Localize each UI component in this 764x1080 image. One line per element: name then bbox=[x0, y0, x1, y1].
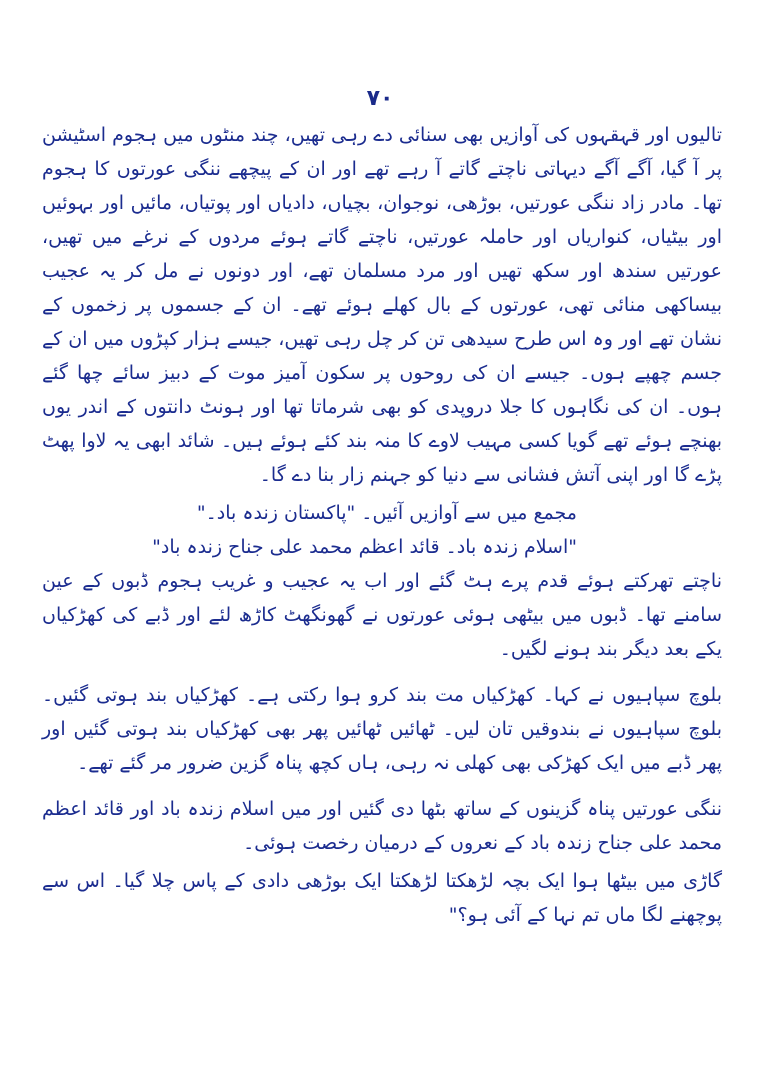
paragraph-child-question: گاڑی میں بیٹھا ہوا ایک بچہ لڑھکتا لڑھکتا ایک بوڑھی دادی کے پاس چلا گیا۔ اس سے پوچھنے لگا ماں تم نہا کے آئی ہو؟" bbox=[42, 870, 722, 926]
paragraph-gap bbox=[42, 670, 722, 678]
paragraph-procession: تالیوں اور قہقہوں کی آوازیں بھی سنائی دے رہی تھیں، چند منٹوں میں ہجوم اسٹیشن پر آ گیا، آگے آگے دیہاتی ناچتے گاتے آ رہے تھے اور ان کے پیچھے ننگی عورتوں کا ہجوم تھا۔ مادر زاد ننگی عورتیں، بوڑھی، نوجوان، بچیاں، دادیاں اور پوتیاں، مائیں اور بہوئیں اور بیٹیاں، کنواریاں اور حاملہ عورتیں، ناچتے گاتے ہوئے مردوں کے نرغے میں تھیں، عورتیں سندھ اور سکھ تھیں اور مرد مسلمان تھے، اور دونوں نے مل کر یہ عجیب بیساکھی منائی تھی، عورتوں کے بال کھلے ہوئے تھے۔ ان کے جسموں پر زخموں کے نشان تھے اور وہ اس طرح سیدھی تن کر چل رہی تھیں، جیسے ہزار کپڑوں میں ان کے جسم چھپے ہوں۔ جیسے ان کی روحوں پر سکون آمیز موت کے دبیز سائے چھا گئے ہوں۔ ان کی نگاہوں کا جلا دروپدی کو بھی شرماتا تھا اور ہونٹ دانتوں کے اندر یوں بھنچے ہوئے تھے گویا کسی مہیب لاوے کا منہ بند کئے ہوئے ہیں۔ شائد ابھی یہ لاوا پھٹ پڑے گا اور اپنی آتش فشانی سے دنیا کو جہنم زار بنا دے گا۔ bbox=[42, 124, 722, 486]
paragraph-windows-closing: ناچتے تھرکتے ہوئے قدم پرے ہٹ گئے اور اب یہ عجیب و غریب ہجوم ڈبوں کے عین سامنے تھا۔ ڈبوں میں بیٹھی ہوئی عورتوں نے گھونگھٹ کاڑھ لئے اور ڈبے کی کھڑکیاں یکے بعد دیگر بند ہونے لگیں۔ bbox=[42, 570, 722, 660]
paragraph-departure: ننگی عورتیں پناہ گزینوں کے ساتھ بٹھا دی گئیں اور میں اسلام زندہ باد اور قائد اعظم محمد علی جناح زندہ باد کے نعروں کے درمیان رخصت ہوئی۔ bbox=[42, 798, 722, 854]
paragraph-baloch-soldiers: بلوچ سپاہیوں نے کہا۔ کھڑکیاں مت بند کرو ہوا رکتی ہے۔ کھڑکیاں بند ہوتی گئیں۔ بلوچ سپاہیوں نے بندوقیں تان لیں۔ ٹھائیں ٹھائیں پھر بھی کھڑکیاں بند ہوتی گئیں اور پھر ڈبے میں ایک کھڑکی بھی کھلی نہ رہی، ہاں کچھ پناہ گزین ضرور مر گئے تھے۔ bbox=[42, 684, 722, 774]
paragraph-slogan-islam: "اسلام زندہ باد۔ قائد اعظم محمد علی جناح زندہ باد" bbox=[152, 536, 577, 558]
paragraph-gap bbox=[42, 784, 722, 792]
page-number: ٧٠ bbox=[366, 86, 394, 111]
paragraph-slogan-pakistan: مجمع میں سے آوازیں آئیں۔ "پاکستان زندہ باد۔" bbox=[196, 502, 577, 524]
body-text bbox=[42, 118, 722, 936]
